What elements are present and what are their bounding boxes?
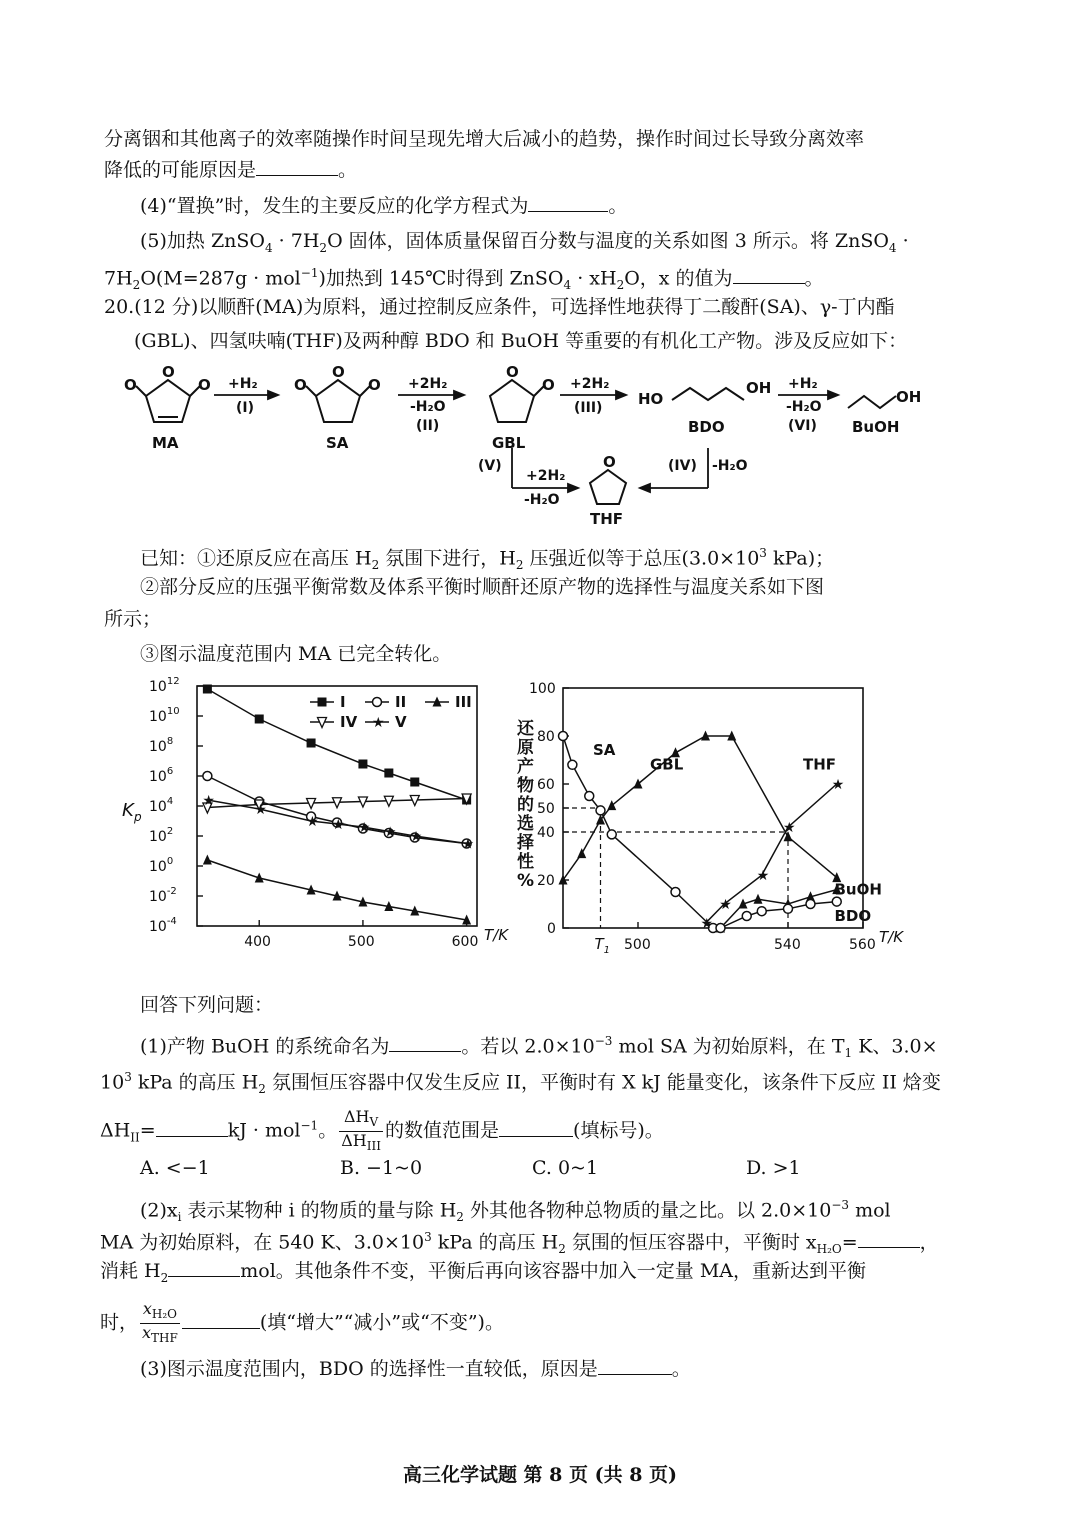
text-span: O，x 的值为 — [624, 267, 733, 290]
text-span: 外其他各物种总物质的量之比。以 2.0×10 — [463, 1199, 832, 1222]
arrow-head — [268, 391, 278, 399]
answer-blank — [598, 1356, 672, 1375]
label-ma: MA — [152, 434, 179, 452]
data-point-I — [255, 715, 264, 724]
option-b — [340, 1155, 422, 1181]
x-tick-label: 600 — [451, 934, 479, 950]
answer-blank — [182, 1310, 260, 1329]
x-tick-label: 500 — [624, 937, 651, 953]
data-point-V: ★ — [461, 836, 475, 853]
frac-num: ΔH — [343, 1107, 370, 1126]
text-span: O 固体，固体质量保留百分数与温度的关系如图 3 所示。将 ZnSO — [327, 230, 889, 252]
series-label: BuOH — [834, 880, 882, 899]
text-line — [104, 294, 895, 320]
condition: -H₂O — [524, 492, 560, 508]
data-point-SA — [671, 888, 680, 897]
y-tick-label: 50 — [537, 801, 555, 817]
data-point-SA — [568, 760, 577, 769]
y-tick-label: 20 — [537, 873, 555, 889]
data-point-V: ★ — [202, 793, 215, 809]
text-span: · — [896, 230, 909, 252]
text-line — [140, 992, 273, 1018]
text-span: (填标号)。 — [572, 1119, 664, 1142]
arrow-head — [828, 391, 838, 399]
text-line: $10^3$ kPa 的高压 $H_2$ 氛围恒压容器中仅发生反应 II，平衡时有 X kJ 能量变化，该条件下反应 II 焓变 — [100, 1070, 941, 1097]
data-point-BDO — [784, 904, 793, 913]
text-span: 时， — [100, 1311, 139, 1334]
y-axis-label-char: 性 — [517, 852, 534, 872]
text-span: MA 为初始原料，在 540 K、3.0×10 — [100, 1231, 425, 1254]
text-span: 。 — [804, 267, 824, 290]
atom-oh: OH — [746, 379, 772, 397]
text-span: )加热到 145℃时得到 ZnSO — [318, 267, 564, 290]
text-line: (1)产物 BuOH 的系统命名为 。若以 $2.0\times 10^{-3}$ mol SA 为初始原料，在 $T_1$ K、3.0× — [140, 1034, 938, 1061]
condition: +H₂ — [228, 376, 258, 392]
text-span: D. >1 — [746, 1157, 801, 1179]
y-axis-label-char: 选 — [517, 814, 534, 834]
y-tick-label: 0 — [547, 921, 556, 937]
x-tick-label: 500 — [347, 934, 375, 950]
text-span: kJ · mol — [227, 1119, 301, 1142]
text-line — [140, 193, 627, 219]
data-point-SA — [607, 830, 616, 839]
condition: +H₂ — [788, 376, 818, 392]
data-point-SA — [559, 732, 568, 741]
text-span: 。 — [318, 1119, 338, 1142]
answer-blank — [168, 1258, 240, 1277]
series-label: SA — [593, 741, 616, 760]
condition: (II) — [416, 418, 440, 434]
thf-ring — [590, 470, 626, 504]
text-span: (2)x — [140, 1199, 178, 1222]
data-point-SA — [585, 792, 594, 801]
condition: (III) — [574, 400, 603, 416]
y-tick-label: $10^0$ — [149, 856, 174, 875]
y-tick-label: $10^8$ — [149, 736, 174, 755]
arrow-head — [640, 484, 650, 492]
selectivity-chart — [505, 676, 925, 956]
legend-label: III — [455, 693, 472, 711]
text-line — [104, 126, 864, 152]
arrow-head — [616, 391, 626, 399]
text-span: 氛围恒压容器中仅发生反应 II，平衡时有 X kJ 能量变化，该条件下反应 II 焓变 — [265, 1071, 941, 1094]
legend-label: V — [395, 713, 407, 731]
data-point-BDO — [832, 897, 841, 906]
y-tick-label: $10^6$ — [149, 766, 174, 785]
y-tick-label: $10^{-2}$ — [149, 886, 177, 905]
x-tick-label-t1: $T_1$ — [594, 935, 611, 956]
data-point-III — [203, 855, 212, 865]
atom-o: O — [294, 376, 307, 394]
y-axis-label-char: 还 — [517, 719, 534, 739]
text-line — [104, 157, 357, 183]
text-span: 所示； — [104, 608, 162, 630]
condition: +2H₂ — [526, 468, 566, 484]
data-point-I — [307, 739, 316, 748]
option-a — [140, 1155, 210, 1181]
y-axis-label-char: 原 — [517, 738, 534, 758]
data-point-I — [384, 769, 393, 778]
series-line-I — [207, 689, 466, 800]
text-span: kPa 的高压 H — [131, 1071, 259, 1094]
answer-blank — [858, 1229, 920, 1248]
chart-frame — [563, 688, 863, 928]
data-point-BDO — [742, 912, 751, 921]
condition: -H₂O — [712, 458, 748, 474]
text-span: K、3.0× — [852, 1035, 938, 1058]
text-span: 的数值范围是 — [384, 1119, 499, 1142]
series-line-BDO — [721, 902, 837, 928]
text-span: 分离铟和其他离子的效率随操作时间呈现先增大后减小的趋势，操作时间过长导致分离效率 — [104, 128, 865, 150]
atom-oh: OH — [896, 388, 922, 406]
text-span: 。 — [671, 1358, 691, 1380]
text-span: 降低的可能原因是 — [104, 159, 257, 181]
option-c — [532, 1155, 598, 1181]
text-line: $7H_2O(M=287g \cdot mol^{-1})$加热到 145℃时得到 ZnSO$_4$ · $xH_2O$，x 的值为 。 — [104, 266, 824, 293]
bdo-chain — [672, 388, 744, 400]
text-span: kPa)； — [766, 547, 835, 570]
text-span: ， — [919, 1231, 939, 1254]
y-axis-label-char: 物 — [517, 776, 534, 796]
text-line: (5)加热 ZnSO$_4$ · $7H_2O$ 固体，固体质量保留百分数与温度的关系如图 3 所示。将 ZnSO$_4$ · — [140, 230, 909, 255]
y-tick-label: $10^{12}$ — [149, 676, 180, 695]
legend-label: II — [395, 693, 407, 711]
label-bdo: BDO — [688, 418, 725, 436]
y-tick-label: $10^2$ — [149, 826, 174, 845]
gbl-ring — [490, 380, 534, 422]
answer-blank — [499, 1118, 573, 1137]
frac-den: ΔH — [341, 1131, 367, 1151]
text-line: 消耗 $H_2$ mol。其他条件不变，平衡后再向该容器中加入一定量 MA，重新达到平衡 — [100, 1260, 866, 1285]
atom-o: O — [332, 363, 345, 381]
data-point-V: ★ — [332, 817, 345, 833]
data-point-GBL — [634, 779, 643, 789]
condition: +2H₂ — [570, 376, 610, 392]
atom-o: O — [368, 376, 381, 394]
data-point-THF: ★ — [831, 777, 845, 793]
text-span: mol SA 为初始原料，在 T — [612, 1035, 845, 1058]
x-tick-label: 540 — [774, 937, 801, 953]
reaction-scheme — [0, 360, 1080, 535]
sa-ring — [316, 380, 360, 422]
y-axis-label-char: 产 — [517, 757, 534, 777]
text-line — [104, 606, 161, 632]
y-axis-label-char: 的 — [517, 795, 534, 815]
data-point-V: ★ — [254, 802, 267, 818]
text-span: (4)“置换”时，发生的主要反应的化学方程式为 — [140, 195, 529, 217]
y-tick-label: $10^4$ — [149, 796, 174, 815]
atom-o: O — [198, 376, 211, 394]
text-span: mol。其他条件不变，平衡后再向该容器中加入一定量 MA，重新达到平衡 — [240, 1260, 866, 1282]
text-span: 。 — [338, 159, 358, 181]
arrow-head — [568, 484, 578, 492]
text-span: (GBL)、四氢呋喃(THF)及两种醇 BDO 和 BuOH 等重要的有机化工产物。涉及反应如下： — [134, 330, 908, 352]
data-point-BDO — [757, 907, 766, 916]
data-point-V: ★ — [409, 829, 423, 845]
text-span: kPa 的高压 H — [431, 1231, 559, 1254]
series-label: THF — [803, 755, 837, 774]
text-span: 消耗 H — [100, 1260, 161, 1282]
option-d — [746, 1155, 801, 1181]
x-axis-label: T/K — [484, 926, 509, 944]
text-span: 氛围下进行，H — [379, 547, 516, 570]
y-tick-label: $10^{-4}$ — [149, 916, 177, 935]
text-span: O(M=287g · mol — [140, 267, 301, 290]
text-line: $(2)x_i$ 表示某物种 i 的物质的量与除 $H_2$ 外其他各物种总物质的量之比。以 $2.0\times 10^{-3}$ mol — [140, 1198, 891, 1225]
y-tick-label: 40 — [537, 825, 555, 841]
atom-o: O — [124, 376, 137, 394]
legend-label: IV — [340, 713, 358, 731]
atom-o: O — [162, 363, 175, 381]
y-tick-label: 60 — [537, 777, 555, 793]
condition: -H₂O — [410, 399, 446, 415]
x-axis-label: T/K — [879, 928, 904, 946]
sa-carbonyl — [306, 386, 316, 396]
text-span: ΔH — [100, 1119, 131, 1142]
fraction: $\frac{\Delta H_V}{\Delta H_{III}}$ — [341, 1107, 381, 1154]
data-point-GBL — [577, 848, 586, 858]
y-tick-label: $10^{10}$ — [149, 706, 180, 725]
atom-o: O — [506, 363, 519, 381]
legend-marker — [373, 698, 382, 707]
text-line — [100, 1300, 504, 1347]
y-axis-label-sub: p — [134, 810, 142, 824]
series-line-III — [207, 860, 466, 920]
data-point-V: ★ — [383, 824, 397, 841]
arrow-head — [454, 391, 464, 399]
text-span: B. −1~0 — [340, 1157, 423, 1179]
legend-marker: ★ — [372, 715, 385, 731]
label-thf: THF — [590, 510, 624, 528]
text-span: · xH — [571, 267, 617, 290]
series-line-BuOH — [721, 890, 837, 928]
data-point-BDO — [716, 924, 725, 933]
data-point-I — [410, 778, 419, 787]
ma-carbonyl — [136, 386, 146, 396]
text-span: A. <−1 — [140, 1157, 210, 1179]
label-sa: SA — [326, 434, 349, 452]
data-point-I — [203, 685, 212, 694]
text-span: (1)产物 BuOH 的系统命名为 — [140, 1035, 390, 1058]
condition: (V) — [478, 458, 502, 474]
x-tick-label: 400 — [244, 934, 271, 950]
data-point-THF: ★ — [719, 897, 732, 913]
data-point-BDO — [806, 900, 815, 909]
text-span: 20.(12 分)以顺酐(MA)为原料，通过控制反应条件，可选择性地获得丁二酸酐(SA)、γ-丁内酯 — [104, 296, 895, 318]
text-line — [140, 574, 824, 600]
text-span: = — [841, 1231, 858, 1254]
text-span: mol — [849, 1199, 891, 1222]
condition: -H₂O — [786, 399, 822, 415]
page-footer: 高三化学试题 第 8 页 (共 8 页) — [402, 1464, 678, 1486]
text-span: 表示某物种 i 的物质的量与除 H — [181, 1199, 457, 1222]
condition: (IV) — [668, 458, 697, 474]
text-line: MA 为初始原料，在 540 K、$3.0\times 10^3$ kPa 的高压 $H_2$ 氛围的恒压容器中，平衡时 $x_{H_2O}=$ ， — [100, 1230, 939, 1257]
text-span: · 7H — [272, 230, 320, 252]
data-point-SA — [596, 806, 605, 815]
text-line: 已知：①还原反应在高压 $H_2$ 氛围下进行，$H_2$ 压强近似等于总压($3.0\times 10^3$ kPa)； — [140, 546, 835, 573]
data-point-II — [203, 772, 212, 781]
text-span: 。若以 2.0×10 — [461, 1035, 595, 1058]
text-line — [140, 1356, 691, 1382]
y-axis-label-char: % — [517, 871, 535, 891]
text-line: $\Delta H_{II}=$ kJ · mol$^{-1}$。 $\frac{\Delta H_V}{\Delta H_{III}}$ 的数值范围是 (填标号)。 — [100, 1107, 664, 1154]
atom-ho: HO — [638, 390, 664, 408]
legend-label: I — [340, 693, 346, 711]
data-point-I — [358, 760, 367, 769]
text-span: (填“增大”“减小”或“不变”)。 — [259, 1311, 504, 1334]
kp-chart — [100, 676, 520, 956]
text-span: (3)图示温度范围内，BDO 的选择性一直较低，原因是 — [140, 1358, 598, 1380]
text-span: 10 — [100, 1071, 125, 1094]
condition: +2H₂ — [408, 376, 448, 392]
y-axis-label: K — [122, 800, 134, 821]
buoh-chain — [848, 396, 896, 408]
answer-blank — [733, 265, 805, 284]
legend-marker — [318, 698, 327, 707]
text-line — [140, 641, 451, 667]
text-span: 压强近似等于总压(3.0×10 — [523, 547, 760, 570]
condition: (I) — [236, 400, 255, 416]
y-axis-label-char: 择 — [517, 833, 534, 853]
atom-o: O — [603, 453, 616, 471]
text-line — [134, 328, 907, 354]
answer-blank — [528, 193, 608, 212]
data-point-THF: ★ — [756, 868, 770, 885]
text-span: 已知：①还原反应在高压 H — [140, 547, 372, 570]
series-label: BDO — [834, 906, 872, 925]
atom-o: O — [542, 376, 555, 394]
series-label: GBL — [650, 755, 684, 774]
text-span: 7H — [104, 267, 133, 290]
text-span: ②部分反应的压强平衡常数及体系平衡时顺酐还原产物的选择性与温度关系如下图 — [140, 576, 825, 598]
ma-ring — [146, 380, 190, 422]
text-span: ③图示温度范围内 MA 已完全转化。 — [140, 643, 452, 665]
data-point-THF: ★ — [783, 820, 796, 837]
text-span: 氛围的恒压容器中，平衡时 x — [565, 1231, 817, 1254]
data-point-V: ★ — [306, 814, 319, 830]
data-point-GBL — [607, 800, 616, 810]
text-span: C. 0~1 — [532, 1157, 599, 1179]
answer-blank — [156, 1118, 228, 1137]
y-tick-label: 80 — [537, 729, 555, 745]
data-point-BuOH — [754, 894, 763, 904]
answer-blank — [389, 1033, 461, 1052]
fraction: $\frac{x_{H_2O}}{x_{THF}}$ — [142, 1299, 178, 1346]
text-span: 。 — [608, 195, 628, 217]
y-tick-label: 100 — [529, 681, 556, 697]
label-gbl: GBL — [492, 434, 526, 452]
text-span: 回答下列问题： — [140, 994, 274, 1016]
data-point-THF: ★ — [700, 916, 714, 933]
x-tick-label: 560 — [849, 937, 876, 953]
answer-blank — [256, 157, 338, 176]
text-span: = — [139, 1119, 156, 1142]
data-point-V: ★ — [357, 820, 371, 836]
label-buoh: BuOH — [852, 418, 900, 436]
condition: (VI) — [788, 418, 817, 434]
text-span: (5)加热 ZnSO — [140, 230, 265, 252]
